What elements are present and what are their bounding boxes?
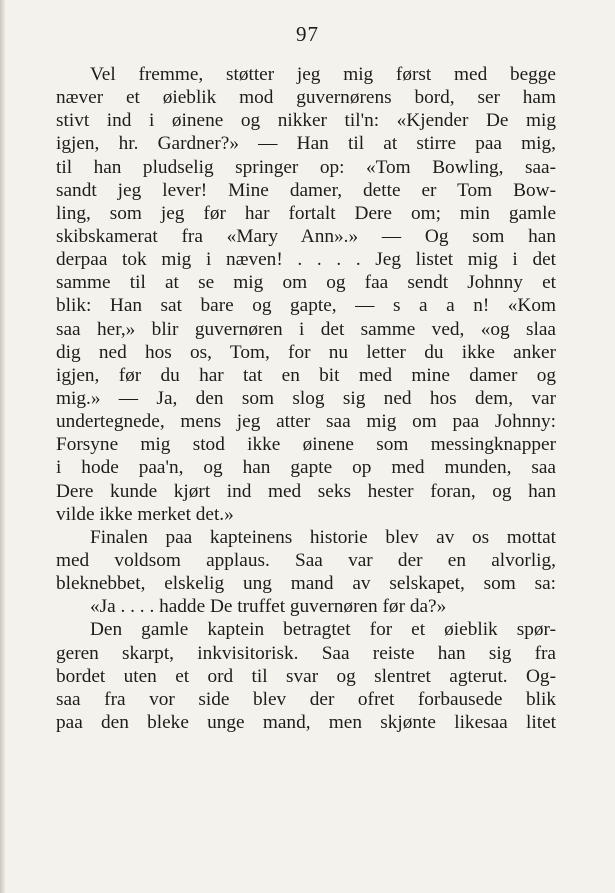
text-line: «Ja . . . . hadde De truffet guvernøren før da?» bbox=[90, 596, 447, 618]
text-line: stivt ind i øinene og nikker til'n: «Kjender De mig bbox=[56, 110, 556, 132]
text-line: mig.» — Ja, den som slog sig ned hos dem, var bbox=[56, 387, 556, 409]
text-line: dig ned hos os, Tom, for nu letter du ikke anker bbox=[56, 341, 556, 363]
text-line: saa fra vor side blev der ofret forbausede blik bbox=[56, 688, 556, 710]
text-line: med voldsom applaus. Saa var der en alvorlig, bbox=[56, 549, 556, 571]
text-line: vilde ikke merket det.» bbox=[56, 503, 234, 525]
text-line: bordet uten et ord til svar og slentret agterut. Og- bbox=[56, 665, 556, 687]
text-line: derpaa tok mig i næven! . . . . Jeg listet mig i det bbox=[56, 249, 556, 271]
text-line: paa den bleke unge mand, men skjønte likesaa litet bbox=[56, 711, 556, 733]
text-line: Forsyne mig stod ikke øinene som messingknapper bbox=[56, 434, 556, 456]
text-line: Dere kunde kjørt ind med seks hester foran, og han bbox=[56, 480, 556, 502]
text-line: næver et øieblik mod guvernørens bord, ser ham bbox=[56, 87, 556, 109]
text-line: Den gamle kaptein betragtet for et øieblik spør- bbox=[90, 619, 556, 641]
text-line: igjen, hr. Gardner?» — Han til at stirre paa mig, bbox=[56, 133, 556, 155]
text-line: saa her,» blir guvernøren i det samme ved, «og slaa bbox=[56, 318, 556, 340]
text-line: til han pludselig springer op: «Tom Bowling, saa- bbox=[56, 156, 556, 178]
text-line: undertegnede, mens jeg atter saa mig om paa Johnny: bbox=[56, 411, 556, 433]
text-line: samme til at se mig om og faa sendt Johnny et bbox=[56, 272, 556, 294]
text-line: geren skarpt, inkvisitorisk. Saa reiste han sig fra bbox=[56, 642, 556, 664]
text-line: Finalen paa kapteinens historie blev av os mottat bbox=[90, 526, 556, 548]
page-edge bbox=[0, 0, 5, 893]
text-line: sandt jeg lever! Mine damer, dette er Tom Bow- bbox=[56, 179, 556, 201]
text-line: Vel fremme, støtter jeg mig først med begge bbox=[90, 64, 556, 85]
body-text bbox=[56, 63, 556, 734]
text-line: igjen, før du har tat en bit med mine damer og bbox=[56, 364, 556, 386]
text-line: i hode paa'n, og han gapte op med munden, saa bbox=[56, 457, 556, 479]
text-line: ling, som jeg før har fortalt Dere om; min gamle bbox=[56, 202, 556, 224]
text-line: blik: Han sat bare og gapte, — s a a n! «Kom bbox=[56, 295, 556, 317]
text-line: skibskamerat fra «Mary Ann».» — Og som han bbox=[56, 225, 556, 247]
text-line: bleknebbet, elskelig ung mand av selskapet, som sa: bbox=[56, 573, 556, 595]
page-number: 97 bbox=[296, 22, 319, 46]
